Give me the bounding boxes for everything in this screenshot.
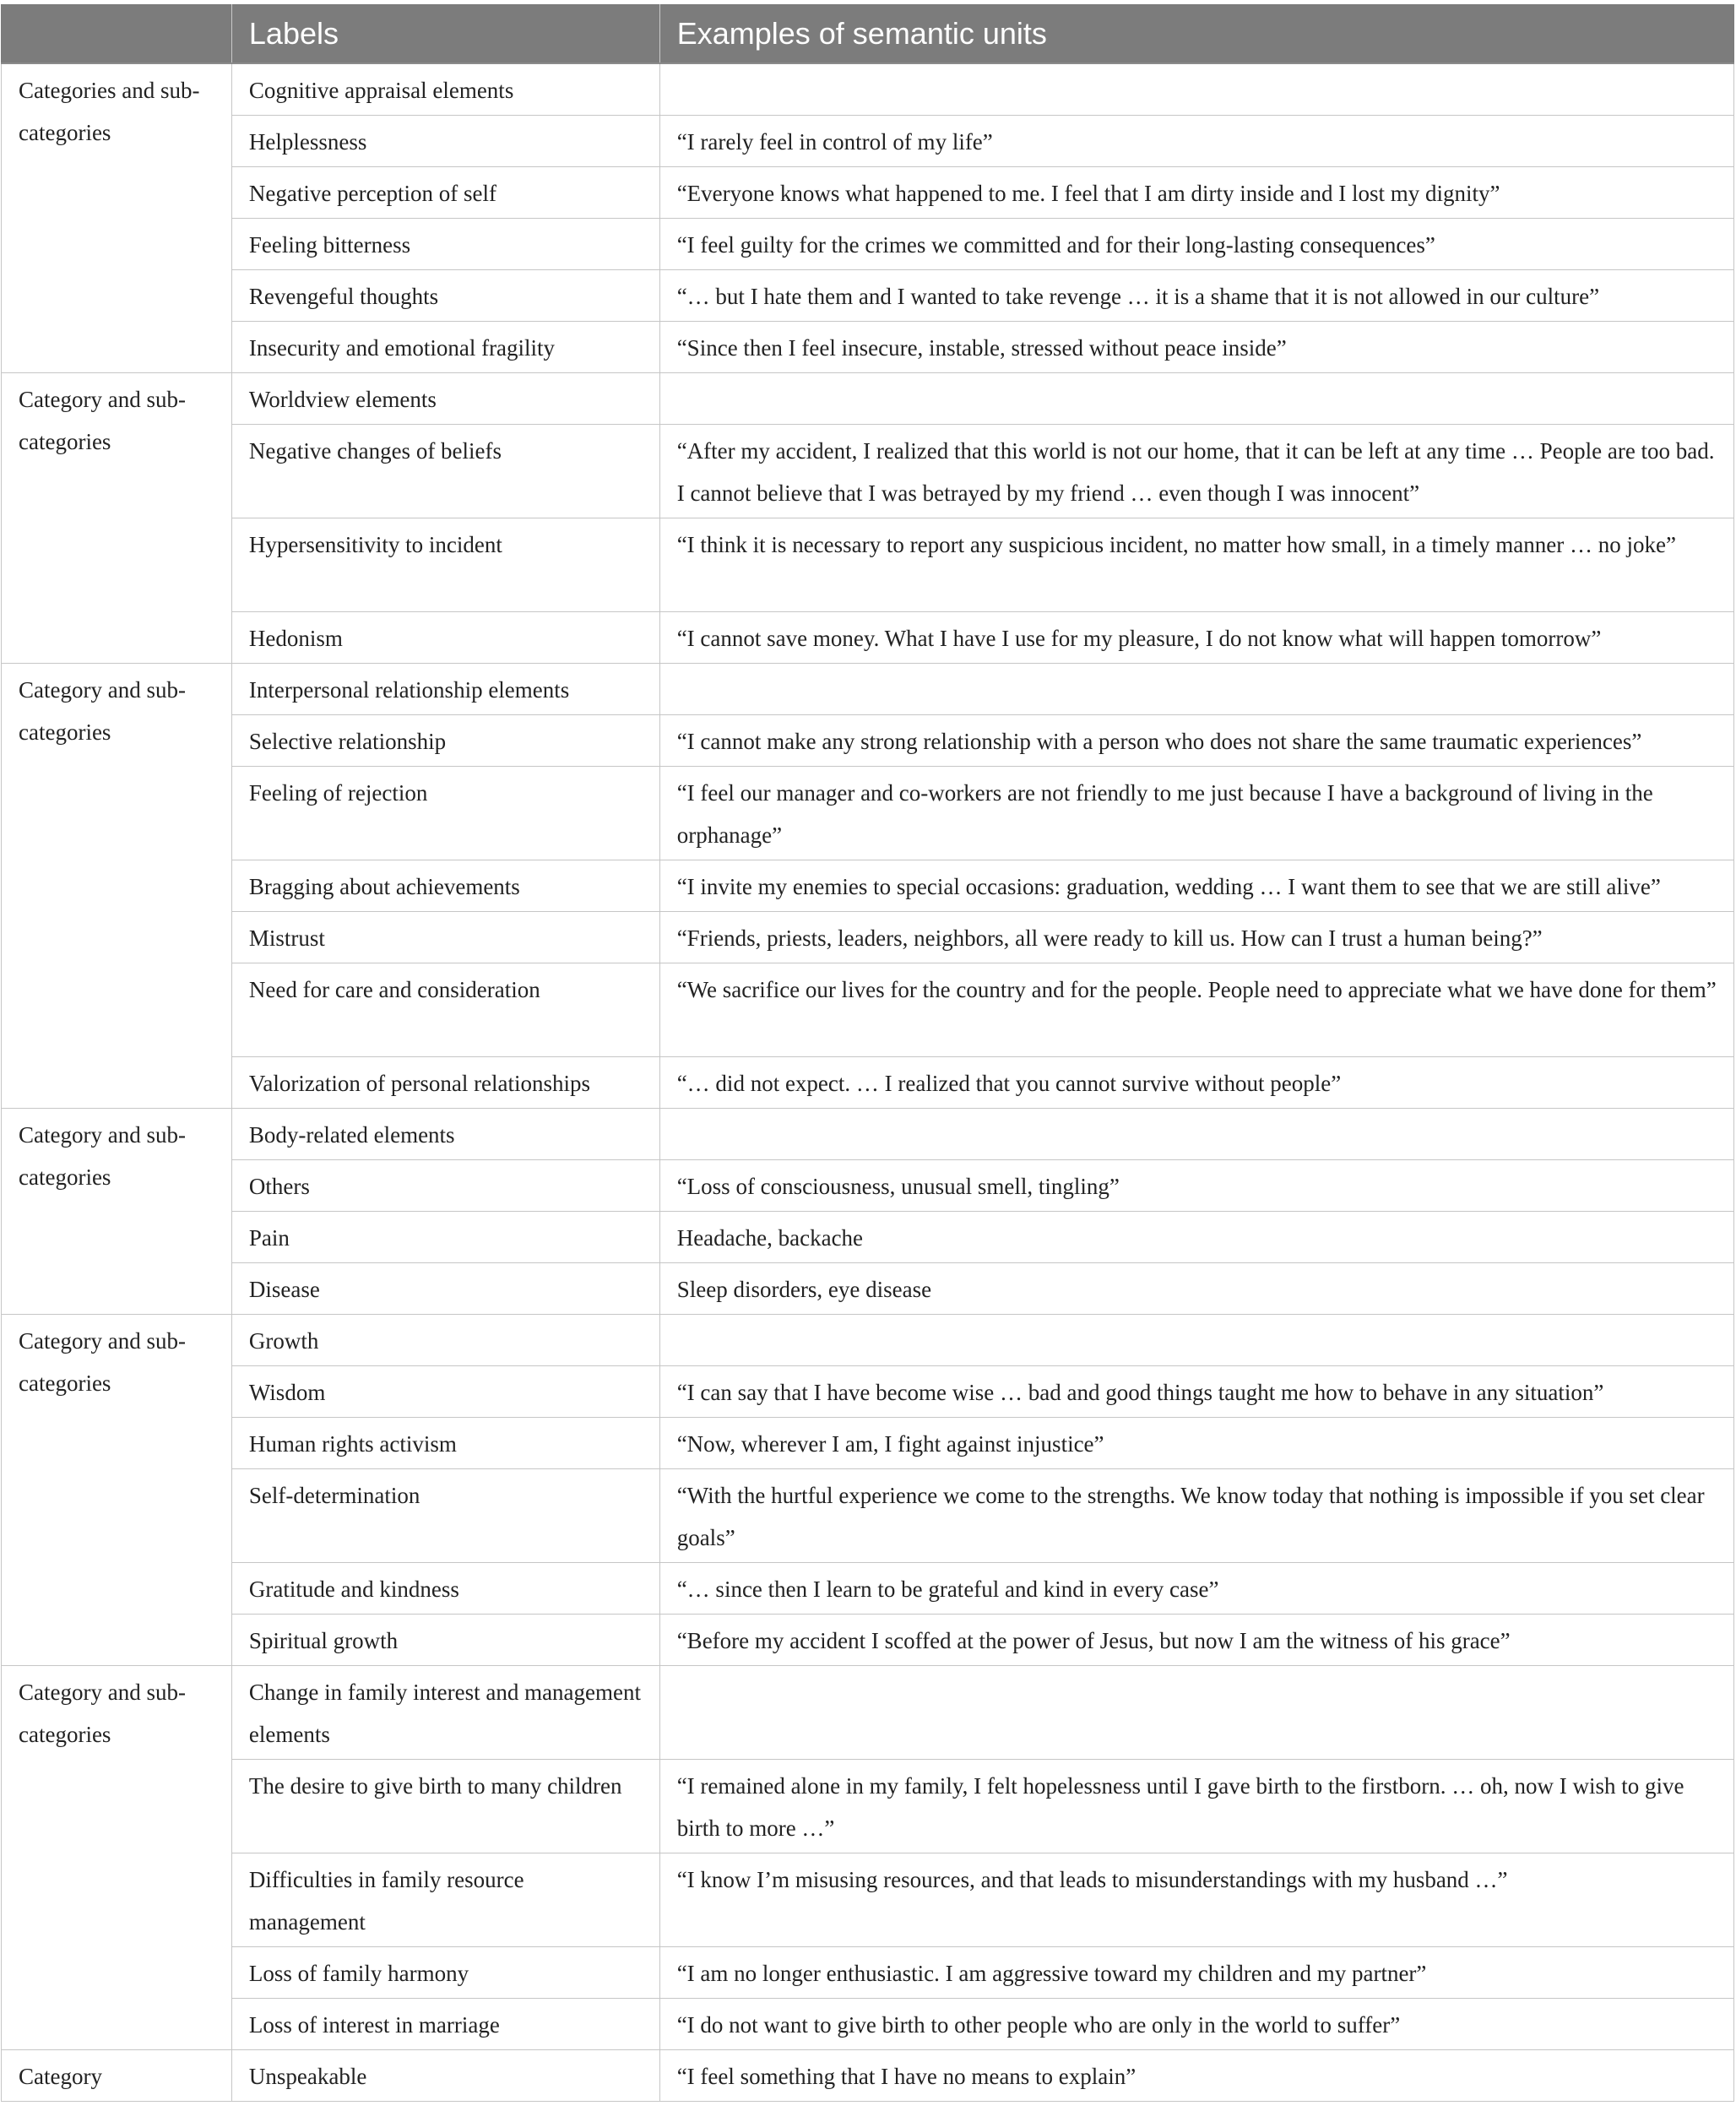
header-row (2, 4, 1734, 63)
example-cell: Sleep disorders, eye disease (659, 1263, 1733, 1315)
table-row (2, 1212, 1734, 1263)
label-cell: Gratitude and kindness (231, 1563, 659, 1615)
header-category (2, 4, 232, 63)
example-cell: “I do not want to give birth to other people who are only in the world to suffer” (659, 1999, 1733, 2050)
table-row (2, 219, 1734, 270)
label-cell: Change in family interest and management elements (231, 1666, 659, 1760)
example-cell (659, 664, 1733, 715)
table-row (2, 912, 1734, 963)
label-cell: Revengeful thoughts (231, 270, 659, 322)
label-cell: Human rights activism (231, 1418, 659, 1469)
example-cell: “I know I’m misusing resources, and that leads to misunderstandings with my husband …” (659, 1853, 1733, 1947)
label-cell: Bragging about achievements (231, 860, 659, 912)
table-row (2, 63, 1734, 116)
category-cell: Category and sub-categories (2, 1315, 232, 1666)
example-cell: “Loss of consciousness, unusual smell, tingling” (659, 1160, 1733, 1212)
table-row (2, 2050, 1734, 2102)
label-cell: Difficulties in family resource management (231, 1853, 659, 1947)
table-row (2, 518, 1734, 612)
label-cell: Hypersensitivity to incident (231, 518, 659, 612)
example-cell (659, 1315, 1733, 1366)
table-row (2, 1947, 1734, 1999)
label-cell: Insecurity and emotional fragility (231, 322, 659, 373)
example-cell: “After my accident, I realized that this world is not our home, that it can be left at any time … People are too bad. I cannot believe that I was betrayed by my friend … even though I was innocent” (659, 425, 1733, 518)
table-row (2, 1366, 1734, 1418)
label-cell: Disease (231, 1263, 659, 1315)
label-cell: Self-determination (231, 1469, 659, 1563)
table-row (2, 1160, 1734, 1212)
semantic-units-table (1, 4, 1734, 2102)
example-cell: “With the hurtful experience we come to the strengths. We know today that nothing is impossible if you set clear goals” (659, 1469, 1733, 1563)
label-cell: The desire to give birth to many children (231, 1760, 659, 1853)
table-row (2, 664, 1734, 715)
example-cell: “Now, wherever I am, I fight against injustice” (659, 1418, 1733, 1469)
label-cell: Worldview elements (231, 373, 659, 425)
example-cell: “Since then I feel insecure, instable, stressed without peace inside” (659, 322, 1733, 373)
label-cell: Growth (231, 1315, 659, 1366)
example-cell: “… did not expect. … I realized that you cannot survive without people” (659, 1057, 1733, 1109)
example-cell (659, 1109, 1733, 1160)
example-cell: “I feel guilty for the crimes we committed and for their long-lasting consequences” (659, 219, 1733, 270)
table-row (2, 1563, 1734, 1615)
table-row (2, 1999, 1734, 2050)
category-cell: Category (2, 2050, 232, 2102)
label-cell: Hedonism (231, 612, 659, 664)
table-row (2, 116, 1734, 167)
table-row (2, 715, 1734, 767)
example-cell: “I can say that I have become wise … bad and good things taught me how to behave in any situation” (659, 1366, 1733, 1418)
example-cell: “I cannot save money. What I have I use for my pleasure, I do not know what will happen tomorrow” (659, 612, 1733, 664)
example-cell: “Friends, priests, leaders, neighbors, all were ready to kill us. How can I trust a human being?” (659, 912, 1733, 963)
table-row (2, 167, 1734, 219)
example-cell: “I invite my enemies to special occasions: graduation, wedding … I want them to see that we are still alive” (659, 860, 1733, 912)
label-cell: Need for care and consideration (231, 963, 659, 1057)
label-cell: Valorization of personal relationships (231, 1057, 659, 1109)
example-cell: “I cannot make any strong relationship with a person who does not share the same traumatic experiences” (659, 715, 1733, 767)
example-cell (659, 63, 1733, 116)
table-row (2, 373, 1734, 425)
table-row (2, 1315, 1734, 1366)
label-cell: Negative perception of self (231, 167, 659, 219)
table-row (2, 1666, 1734, 1760)
example-cell: “We sacrifice our lives for the country and for the people. People need to appreciate what we have done for them” (659, 963, 1733, 1057)
example-cell: “I think it is necessary to report any suspicious incident, no matter how small, in a timely manner … no joke” (659, 518, 1733, 612)
example-cell: “… since then I learn to be grateful and kind in every case” (659, 1563, 1733, 1615)
table-row (2, 270, 1734, 322)
example-cell: “I rarely feel in control of my life” (659, 116, 1733, 167)
table-row (2, 1615, 1734, 1666)
label-cell: Cognitive appraisal elements (231, 63, 659, 116)
table-row (2, 1109, 1734, 1160)
category-cell: Category and sub-categories (2, 373, 232, 664)
table-row (2, 1469, 1734, 1563)
header-examples: Examples of semantic units (659, 4, 1733, 63)
category-cell: Category and sub-categories (2, 664, 232, 1109)
example-cell: “Everyone knows what happened to me. I feel that I am dirty inside and I lost my dignity” (659, 167, 1733, 219)
table-row (2, 1263, 1734, 1315)
example-cell (659, 373, 1733, 425)
category-cell: Categories and sub-categories (2, 63, 232, 373)
example-cell: “I feel something that I have no means to explain” (659, 2050, 1733, 2102)
table-row (2, 860, 1734, 912)
label-cell: Spiritual growth (231, 1615, 659, 1666)
header-labels: Labels (231, 4, 659, 63)
category-cell: Category and sub-categories (2, 1666, 232, 2050)
label-cell: Pain (231, 1212, 659, 1263)
example-cell: “Before my accident I scoffed at the power of Jesus, but now I am the witness of his grace” (659, 1615, 1733, 1666)
label-cell: Others (231, 1160, 659, 1212)
table-row (2, 1057, 1734, 1109)
table-row (2, 1853, 1734, 1947)
label-cell: Negative changes of beliefs (231, 425, 659, 518)
table-row (2, 612, 1734, 664)
label-cell: Wisdom (231, 1366, 659, 1418)
label-cell: Loss of interest in marriage (231, 1999, 659, 2050)
table-row (2, 425, 1734, 518)
label-cell: Helplessness (231, 116, 659, 167)
example-cell: “… but I hate them and I wanted to take revenge … it is a shame that it is not allowed in our culture” (659, 270, 1733, 322)
label-cell: Body-related elements (231, 1109, 659, 1160)
category-cell: Category and sub-categories (2, 1109, 232, 1315)
example-cell (659, 1666, 1733, 1760)
label-cell: Interpersonal relationship elements (231, 664, 659, 715)
label-cell: Feeling bitterness (231, 219, 659, 270)
label-cell: Selective relationship (231, 715, 659, 767)
label-cell: Loss of family harmony (231, 1947, 659, 1999)
label-cell: Feeling of rejection (231, 767, 659, 860)
table-row (2, 767, 1734, 860)
table-row (2, 322, 1734, 373)
example-cell: “I remained alone in my family, I felt hopelessness until I gave birth to the firstborn. … oh, now I wish to give birth to more …” (659, 1760, 1733, 1853)
table-row (2, 1418, 1734, 1469)
table-row (2, 963, 1734, 1057)
example-cell: Headache, backache (659, 1212, 1733, 1263)
example-cell: “I am no longer enthusiastic. I am aggressive toward my children and my partner” (659, 1947, 1733, 1999)
label-cell: Unspeakable (231, 2050, 659, 2102)
label-cell: Mistrust (231, 912, 659, 963)
example-cell: “I feel our manager and co-workers are not friendly to me just because I have a background of living in the orphanage” (659, 767, 1733, 860)
table-row (2, 1760, 1734, 1853)
